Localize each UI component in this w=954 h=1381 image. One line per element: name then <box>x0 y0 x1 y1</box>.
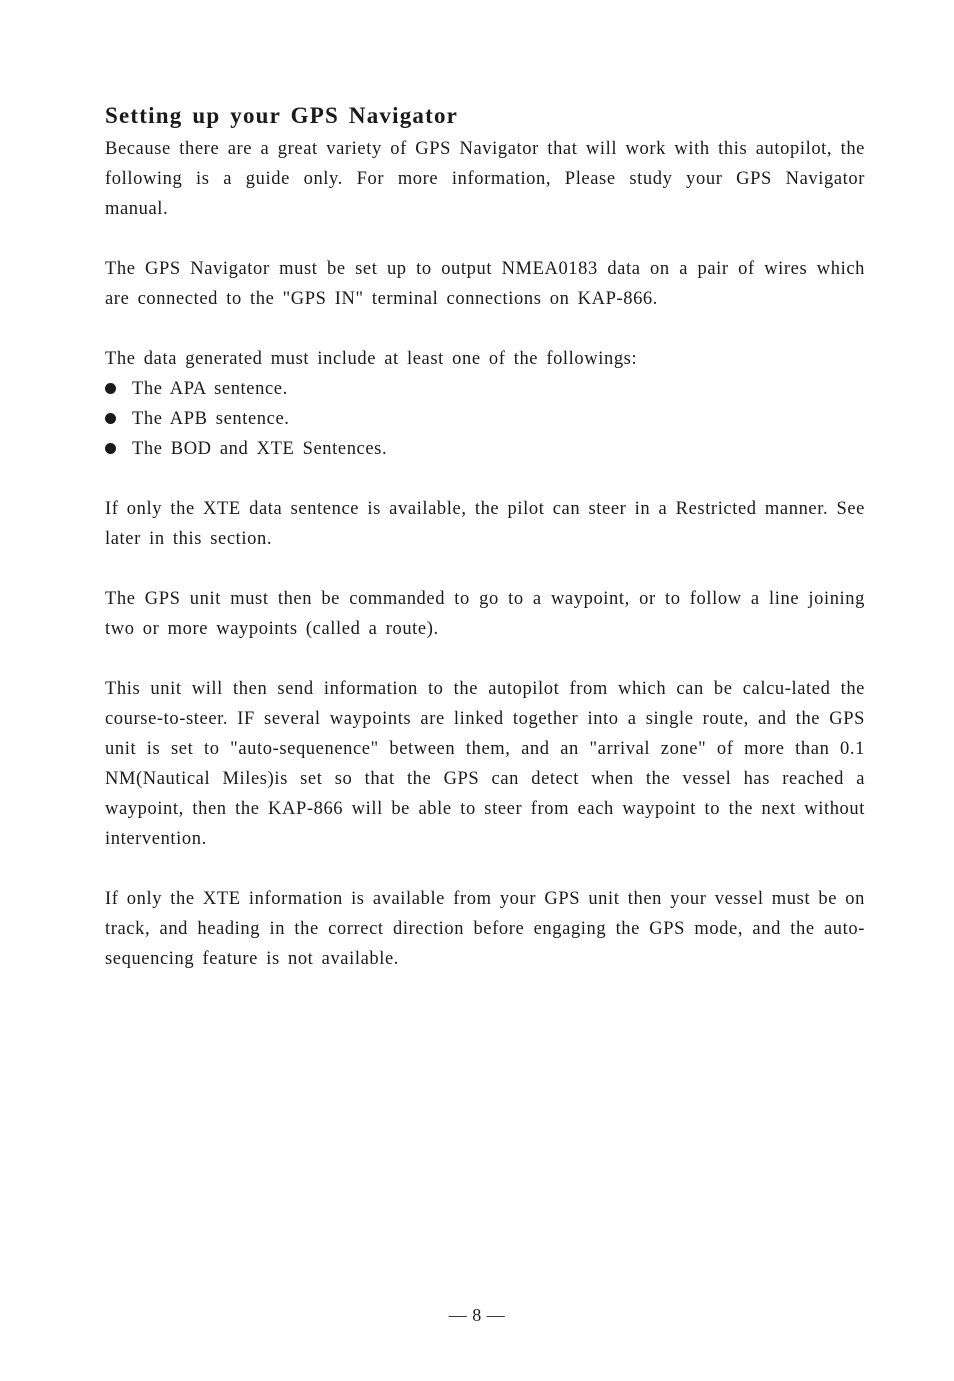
paragraph-command: The GPS unit must then be commanded to go to a waypoint, or to follow a line joining two or more waypoints (called a route). <box>105 589 865 639</box>
sentence-list <box>105 374 865 464</box>
list-item <box>105 374 865 404</box>
section-title: Setting up your GPS Navigator <box>105 103 459 128</box>
list-item-text: The APB sentence. <box>132 409 290 429</box>
paragraph-data-intro: The data generated must include at least one of the followings: <box>105 349 638 369</box>
page-number: — 8 — <box>448 1305 506 1325</box>
paragraph-xte-only: If only the XTE data sentence is available, the pilot can steer in a Restricted manner. See later in this section. <box>105 499 865 549</box>
bullet-icon <box>105 443 116 454</box>
list-item-text: The APA sentence. <box>132 379 288 399</box>
list-item <box>105 404 865 434</box>
paragraph-intro: Because there are a great variety of GPS Navigator that will work with this autopilot, the following is a guide only. For more information, Please study your GPS Navigator manual. <box>105 139 865 219</box>
list-item <box>105 434 865 464</box>
paragraph-xte-info: If only the XTE information is available from your GPS unit then your vessel must be on track, and heading in the correct direction before engaging the GPS mode, and the auto-sequencing feature is not available. <box>105 889 865 969</box>
paragraph-setup: The GPS Navigator must be set up to output NMEA0183 data on a pair of wires which are connected to the "GPS IN" terminal connections on KAP-866. <box>105 259 865 309</box>
page-content <box>105 100 865 1004</box>
bullet-icon <box>105 383 116 394</box>
bullet-icon <box>105 413 116 424</box>
list-item-text: The BOD and XTE Sentences. <box>132 439 388 459</box>
paragraph-send-info: This unit will then send information to the autopilot from which can be calcu-lated the course-to-steer. IF several waypoints are linked together into a single route, and the GPS unit is set to "auto-sequenence" between them, and an "arrival zone" of more than 0.1 NM(Nautical Miles)is set so that the GPS can detect when the vessel has reached a waypoint, then the KAP-866 will be able to steer from each waypoint to the next without intervention. <box>105 679 865 849</box>
